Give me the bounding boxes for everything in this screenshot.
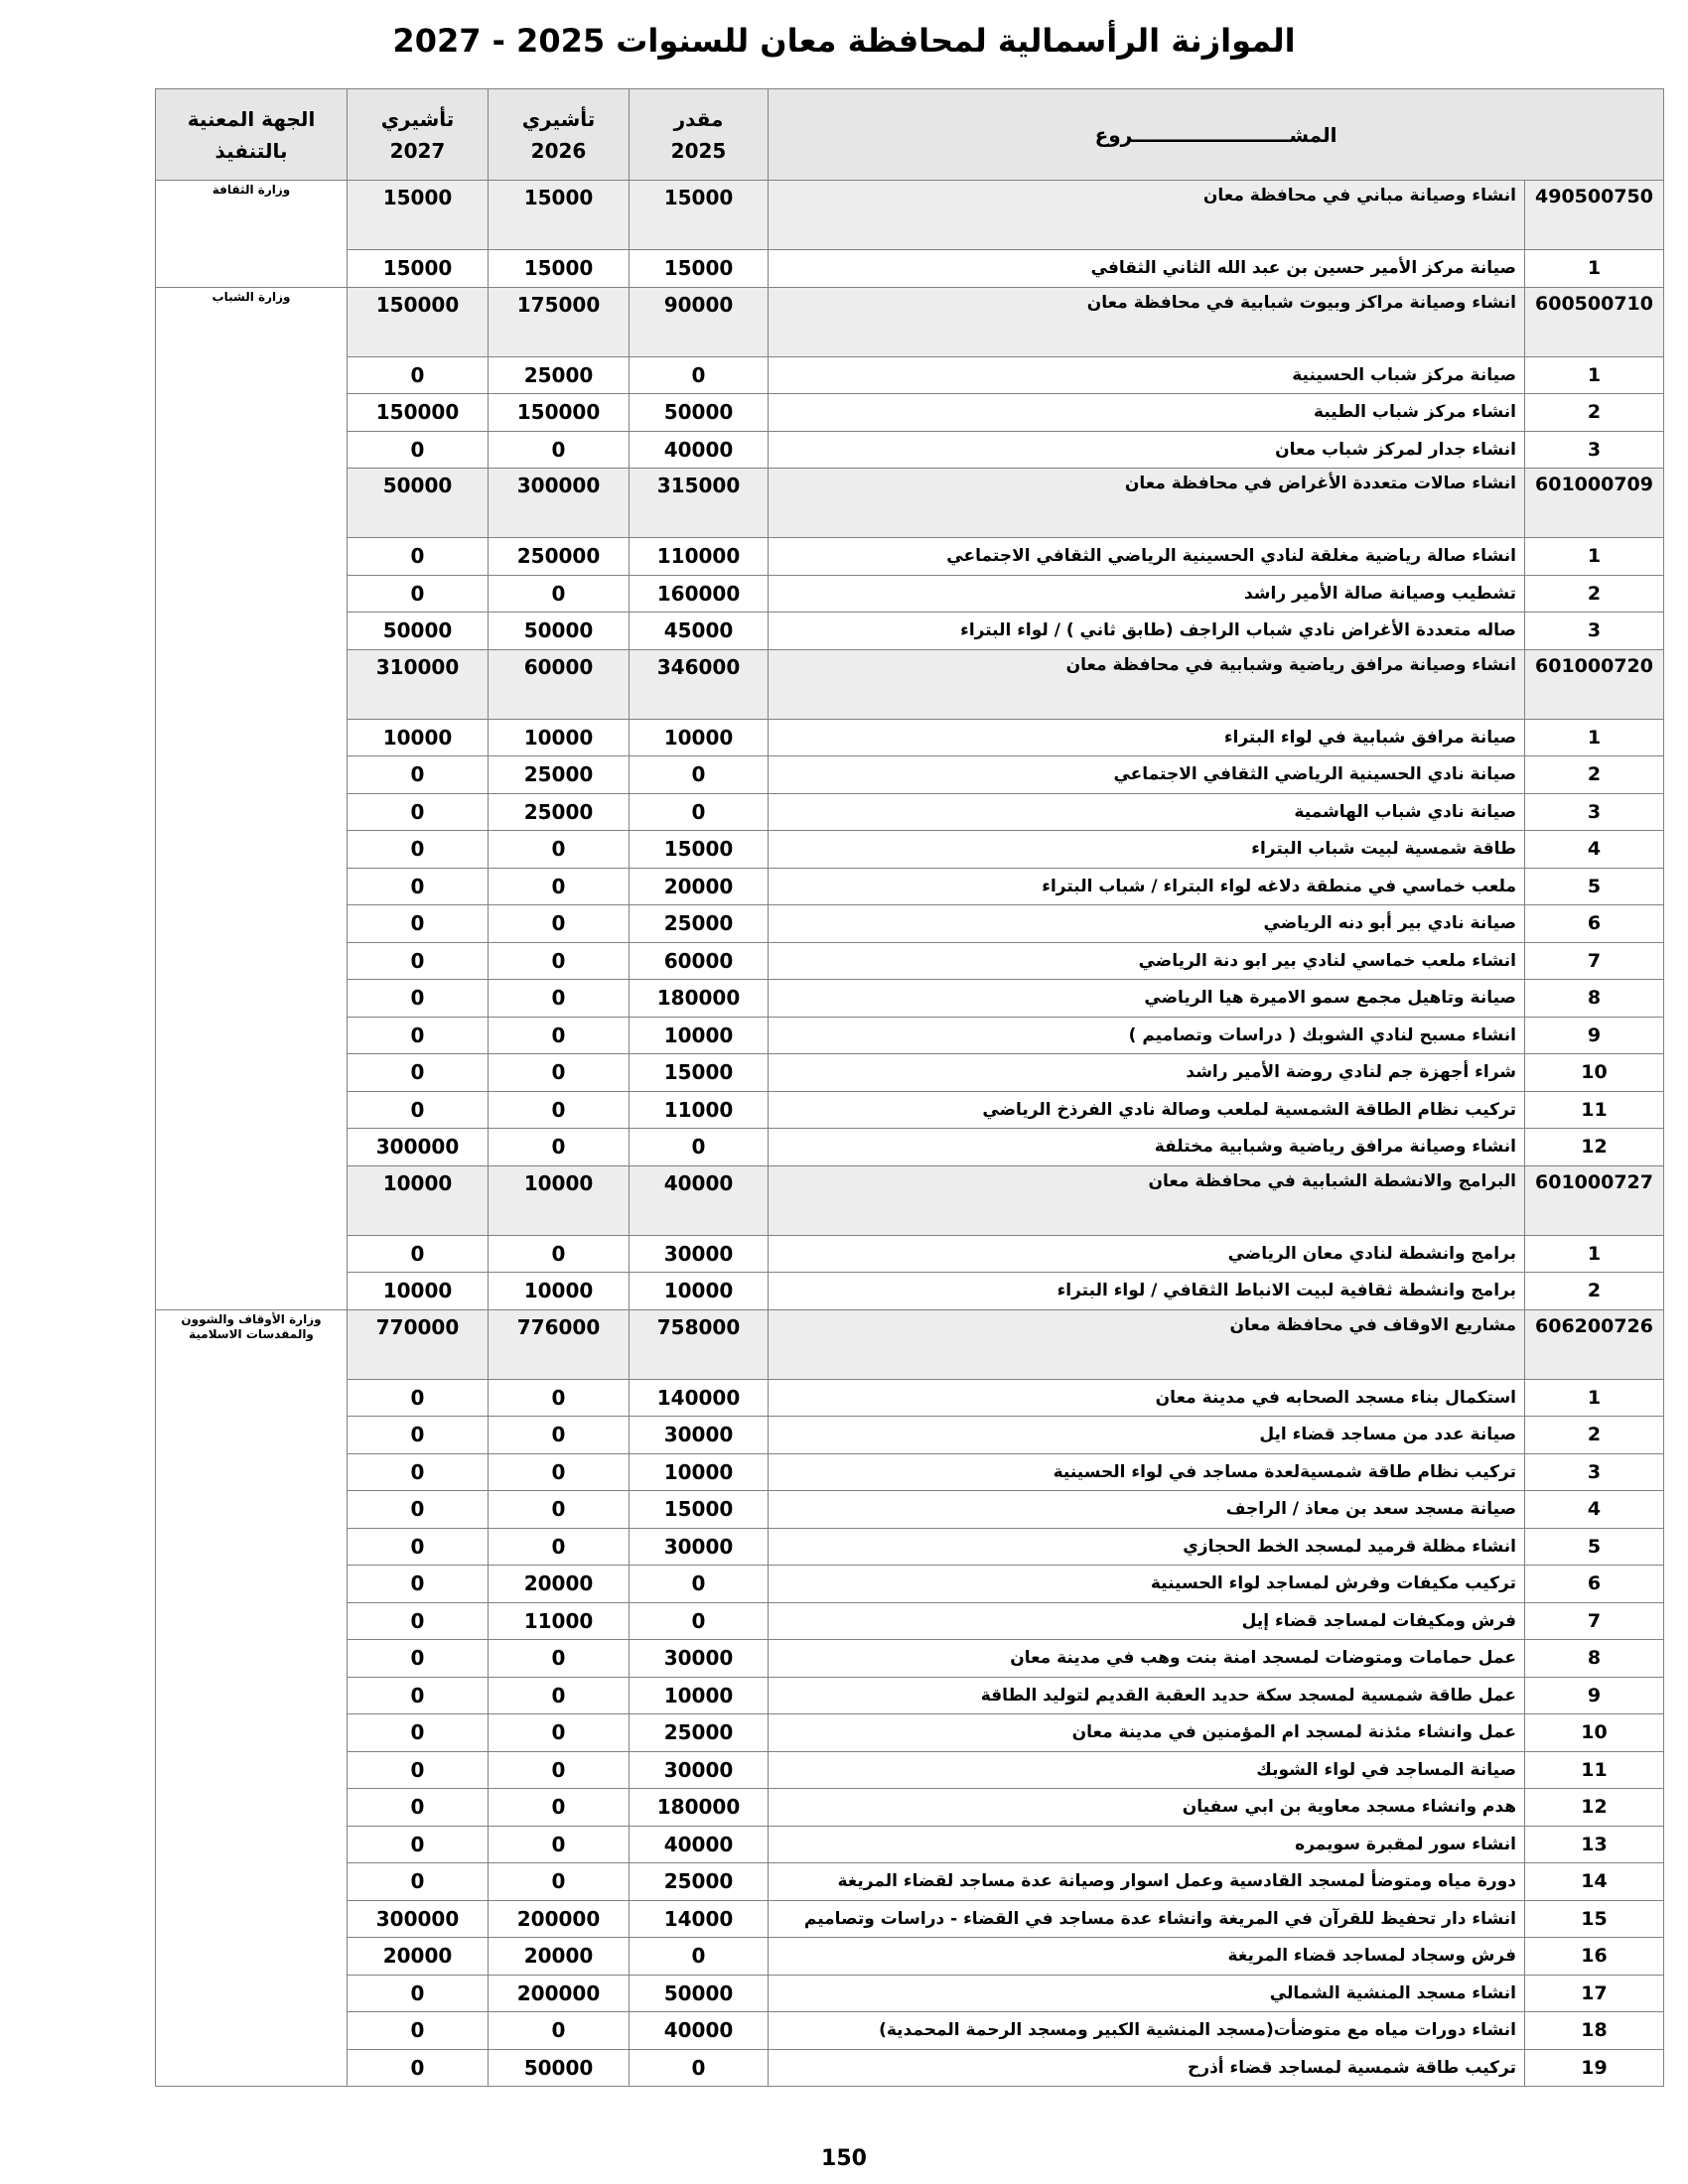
value-2027-cell: 20000 xyxy=(348,1938,489,1976)
value-2025-cell: 15000 xyxy=(630,831,769,869)
item-number-cell: 10 xyxy=(1525,1054,1664,1092)
value-2027-cell: 0 xyxy=(348,831,489,869)
project-item-row xyxy=(156,831,1664,869)
project-name-cell: تركيب طاقة شمسية لمساجد قضاء أذرح xyxy=(769,2049,1525,2087)
value-2027-cell: 0 xyxy=(348,431,489,469)
project-name-cell: صيانة مركز شباب الحسينية xyxy=(769,356,1525,394)
project-item-row xyxy=(156,719,1664,756)
value-2026-cell: 0 xyxy=(489,1491,630,1529)
value-2027-cell: 0 xyxy=(348,538,489,576)
header-2027-label: تأشيري xyxy=(380,106,455,131)
project-name-cell: برامج وانشطة ثقافية لبيت الانباط الثقافي / لواء البتراء xyxy=(769,1273,1525,1310)
page-number: 150 xyxy=(821,2146,867,2171)
value-2027-cell: 300000 xyxy=(348,1900,489,1938)
project-name-cell: صيانة مسجد سعد بن معاذ / الراجف xyxy=(769,1491,1525,1529)
value-2025-cell: 11000 xyxy=(630,1091,769,1129)
project-code-cell: 601000709 xyxy=(1525,469,1664,538)
project-name-cell: هدم وانشاء مسجد معاوية بن ابي سفيان xyxy=(769,1789,1525,1827)
value-2027-cell: 0 xyxy=(348,1602,489,1640)
value-2025-cell: 60000 xyxy=(630,942,769,980)
value-2027-cell: 0 xyxy=(348,2012,489,2050)
value-2026-cell: 0 xyxy=(489,431,630,469)
project-item-row xyxy=(156,1379,1664,1417)
value-2025-cell: 180000 xyxy=(630,980,769,1018)
value-2027-cell: 0 xyxy=(348,1640,489,1678)
value-2025-cell: 20000 xyxy=(630,868,769,905)
value-2025-cell: 140000 xyxy=(630,1379,769,1417)
value-2027-cell: 0 xyxy=(348,1566,489,1603)
project-name-cell: انشاء ملعب خماسي لنادي بير ابو دنة الرياضي xyxy=(769,942,1525,980)
project-group-row xyxy=(156,649,1664,719)
value-2025-cell: 180000 xyxy=(630,1789,769,1827)
item-number-cell: 8 xyxy=(1525,1640,1664,1678)
project-item-row xyxy=(156,431,1664,469)
value-2027-cell: 150000 xyxy=(348,394,489,432)
item-number-cell: 2 xyxy=(1525,575,1664,613)
item-number-cell: 10 xyxy=(1525,1714,1664,1752)
value-2026-cell: 0 xyxy=(489,1453,630,1491)
project-item-row xyxy=(156,1017,1664,1054)
project-item-row xyxy=(156,1863,1664,1901)
value-2027-cell: 0 xyxy=(348,1714,489,1752)
value-2027-cell: 15000 xyxy=(348,250,489,288)
project-name-cell: ملعب خماسي في منطقة دلاغه لواء البتراء / شباب البتراء xyxy=(769,868,1525,905)
value-2025-cell: 15000 xyxy=(630,1491,769,1529)
value-2025-cell: 25000 xyxy=(630,1714,769,1752)
value-2025-cell: 40000 xyxy=(630,2012,769,2050)
value-2025-cell: 30000 xyxy=(630,1528,769,1566)
value-2026-cell: 15000 xyxy=(489,181,630,250)
project-item-row xyxy=(156,1714,1664,1752)
value-2026-cell: 0 xyxy=(489,1826,630,1863)
value-2027-cell: 10000 xyxy=(348,1273,489,1310)
value-2027-cell: 150000 xyxy=(348,287,489,356)
project-item-row xyxy=(156,1129,1664,1166)
item-number-cell: 3 xyxy=(1525,1453,1664,1491)
value-2027-cell: 10000 xyxy=(348,1165,489,1235)
item-number-cell: 7 xyxy=(1525,1602,1664,1640)
project-name-cell: صيانة نادي شباب الهاشمية xyxy=(769,793,1525,831)
value-2026-cell: 50000 xyxy=(489,2049,630,2087)
project-group-row xyxy=(156,1309,1664,1379)
value-2027-cell: 0 xyxy=(348,1863,489,1901)
project-name-cell: تركيب نظام الطاقة الشمسية لملعب وصالة نادي الفرذخ الرياضي xyxy=(769,1091,1525,1129)
value-2025-cell: 0 xyxy=(630,356,769,394)
project-name-cell: صاله متعددة الأغراض نادي شباب الراجف (طابق ثاني ) / لواء البتراء xyxy=(769,613,1525,650)
item-number-cell: 2 xyxy=(1525,394,1664,432)
value-2026-cell: 0 xyxy=(489,1379,630,1417)
value-2025-cell: 0 xyxy=(630,756,769,794)
item-number-cell: 16 xyxy=(1525,1938,1664,1976)
project-name-cell: انشاء مركز شباب الطيبة xyxy=(769,394,1525,432)
item-number-cell: 1 xyxy=(1525,538,1664,576)
value-2026-cell: 0 xyxy=(489,2012,630,2050)
project-item-row xyxy=(156,1602,1664,1640)
project-item-row xyxy=(156,1677,1664,1714)
value-2026-cell: 0 xyxy=(489,980,630,1018)
project-name-cell: انشاء وصيانة مرافق رياضية وشبابية في محافظة معان xyxy=(769,649,1525,719)
project-group-row xyxy=(156,287,1664,356)
item-number-cell: 7 xyxy=(1525,942,1664,980)
project-item-row xyxy=(156,1938,1664,1976)
value-2025-cell: 30000 xyxy=(630,1417,769,1454)
agency-cell: وزارة الشباب xyxy=(156,287,348,1309)
project-item-row xyxy=(156,1975,1664,2012)
project-name-cell: تشطيب وصيانة صالة الأمير راشد xyxy=(769,575,1525,613)
project-item-row xyxy=(156,868,1664,905)
value-2026-cell: 20000 xyxy=(489,1938,630,1976)
value-2025-cell: 0 xyxy=(630,1938,769,1976)
value-2027-cell: 0 xyxy=(348,1751,489,1789)
value-2026-cell: 20000 xyxy=(489,1566,630,1603)
item-number-cell: 1 xyxy=(1525,1235,1664,1273)
project-name-cell: صيانة وتاهيل مجمع سمو الاميرة هيا الرياضي xyxy=(769,980,1525,1018)
project-name-cell: انشاء مظلة قرميد لمسجد الخط الحجازي xyxy=(769,1528,1525,1566)
header-2025-year: 2025 xyxy=(670,138,727,163)
value-2027-cell: 15000 xyxy=(348,181,489,250)
value-2026-cell: 11000 xyxy=(489,1602,630,1640)
value-2026-cell: 60000 xyxy=(489,649,630,719)
value-2027-cell: 0 xyxy=(348,575,489,613)
value-2026-cell: 250000 xyxy=(489,538,630,576)
item-number-cell: 3 xyxy=(1525,793,1664,831)
value-2027-cell: 0 xyxy=(348,2049,489,2087)
project-item-row xyxy=(156,2049,1664,2087)
value-2027-cell: 0 xyxy=(348,756,489,794)
value-2027-cell: 0 xyxy=(348,1417,489,1454)
value-2026-cell: 0 xyxy=(489,1863,630,1901)
value-2026-cell: 175000 xyxy=(489,287,630,356)
value-2025-cell: 25000 xyxy=(630,1863,769,1901)
value-2027-cell: 0 xyxy=(348,980,489,1018)
value-2025-cell: 15000 xyxy=(630,181,769,250)
project-item-row xyxy=(156,1273,1664,1310)
header-agency: الجهة المعنية بالتنفيذ xyxy=(156,89,348,181)
project-name-cell: انشاء وصيانة مرافق رياضية وشبابية مختلفة xyxy=(769,1129,1525,1166)
value-2026-cell: 0 xyxy=(489,831,630,869)
project-name-cell: دورة مياه ومتوضأ لمسجد القادسية وعمل اسوار وصيانة عدة مساجد لقضاء المريغة xyxy=(769,1863,1525,1901)
value-2027-cell: 0 xyxy=(348,1379,489,1417)
project-item-row xyxy=(156,756,1664,794)
value-2027-cell: 0 xyxy=(348,1453,489,1491)
project-name-cell: طاقة شمسية لبيت شباب البتراء xyxy=(769,831,1525,869)
project-item-row xyxy=(156,1054,1664,1092)
value-2025-cell: 10000 xyxy=(630,1677,769,1714)
value-2025-cell: 30000 xyxy=(630,1640,769,1678)
item-number-cell: 14 xyxy=(1525,1863,1664,1901)
value-2026-cell: 10000 xyxy=(489,719,630,756)
value-2026-cell: 300000 xyxy=(489,469,630,538)
page-title: الموازنة الرأسمالية لمحافظة معان للسنوات 2025 - 2027 xyxy=(392,22,1296,60)
header-2027-year: 2027 xyxy=(389,138,446,163)
value-2026-cell: 10000 xyxy=(489,1165,630,1235)
item-number-cell: 18 xyxy=(1525,2012,1664,2050)
value-2026-cell: 25000 xyxy=(489,793,630,831)
project-item-row xyxy=(156,613,1664,650)
project-item-row xyxy=(156,1417,1664,1454)
budget-table xyxy=(155,88,1664,2087)
project-code-cell: 601000727 xyxy=(1525,1165,1664,1235)
value-2025-cell: 40000 xyxy=(630,431,769,469)
value-2026-cell: 15000 xyxy=(489,250,630,288)
project-name-cell: انشاء مسبح لنادي الشوبك ( دراسات وتصاميم ) xyxy=(769,1017,1525,1054)
value-2025-cell: 110000 xyxy=(630,538,769,576)
project-group-row xyxy=(156,469,1664,538)
value-2027-cell: 310000 xyxy=(348,649,489,719)
value-2027-cell: 10000 xyxy=(348,719,489,756)
item-number-cell: 5 xyxy=(1525,868,1664,905)
value-2026-cell: 0 xyxy=(489,1017,630,1054)
item-number-cell: 6 xyxy=(1525,1566,1664,1603)
value-2025-cell: 45000 xyxy=(630,613,769,650)
value-2026-cell: 0 xyxy=(489,1789,630,1827)
project-group-row xyxy=(156,181,1664,250)
value-2027-cell: 0 xyxy=(348,356,489,394)
value-2027-cell: 50000 xyxy=(348,469,489,538)
value-2026-cell: 0 xyxy=(489,1091,630,1129)
project-item-row xyxy=(156,942,1664,980)
item-number-cell: 1 xyxy=(1525,1379,1664,1417)
value-2025-cell: 30000 xyxy=(630,1751,769,1789)
project-name-cell: صيانة مركز الأمير حسين بن عبد الله الثاني الثقافي xyxy=(769,250,1525,288)
value-2026-cell: 150000 xyxy=(489,394,630,432)
header-2026-label: تأشيري xyxy=(521,106,596,131)
project-item-row xyxy=(156,2012,1664,2050)
item-number-cell: 12 xyxy=(1525,1789,1664,1827)
value-2025-cell: 0 xyxy=(630,1602,769,1640)
project-item-row xyxy=(156,1453,1664,1491)
value-2025-cell: 15000 xyxy=(630,1054,769,1092)
project-code-cell: 600500710 xyxy=(1525,287,1664,356)
value-2025-cell: 10000 xyxy=(630,719,769,756)
item-number-cell: 3 xyxy=(1525,431,1664,469)
item-number-cell: 12 xyxy=(1525,1129,1664,1166)
project-name-cell: عمل حمامات ومتوضات لمسجد امنة بنت وهب في مدينة معان xyxy=(769,1640,1525,1678)
project-name-cell: البرامج والانشطة الشبابية في محافظة معان xyxy=(769,1165,1525,1235)
value-2025-cell: 0 xyxy=(630,1129,769,1166)
value-2027-cell: 0 xyxy=(348,1789,489,1827)
item-number-cell: 19 xyxy=(1525,2049,1664,2087)
project-item-row xyxy=(156,1789,1664,1827)
value-2027-cell: 0 xyxy=(348,868,489,905)
project-name-cell: فرش وسجاد لمساجد قضاء المريغة xyxy=(769,1938,1525,1976)
project-item-row xyxy=(156,250,1664,288)
value-2025-cell: 10000 xyxy=(630,1273,769,1310)
value-2027-cell: 0 xyxy=(348,1528,489,1566)
value-2027-cell: 0 xyxy=(348,1975,489,2012)
value-2026-cell: 0 xyxy=(489,1677,630,1714)
project-item-row xyxy=(156,1528,1664,1566)
project-code-cell: 606200726 xyxy=(1525,1309,1664,1379)
item-number-cell: 5 xyxy=(1525,1528,1664,1566)
project-name-cell: انشاء مسجد المنشية الشمالي xyxy=(769,1975,1525,2012)
project-name-cell: انشاء دار تحفيظ للقرآن في المريغة وانشاء عدة مساجد في القضاء - دراسات وتصاميم xyxy=(769,1900,1525,1938)
value-2027-cell: 0 xyxy=(348,1491,489,1529)
value-2026-cell: 776000 xyxy=(489,1309,630,1379)
value-2027-cell: 0 xyxy=(348,1054,489,1092)
header-project: المشـــــــــــــــــــــــروع xyxy=(769,89,1664,181)
project-item-row xyxy=(156,1640,1664,1678)
value-2027-cell: 0 xyxy=(348,1677,489,1714)
project-item-row xyxy=(156,793,1664,831)
value-2025-cell: 50000 xyxy=(630,1975,769,2012)
project-item-row xyxy=(156,905,1664,943)
project-name-cell: انشاء سور لمقبرة سويمره xyxy=(769,1826,1525,1863)
value-2025-cell: 90000 xyxy=(630,287,769,356)
project-name-cell: تركيب نظام طاقة شمسيةلعدة مساجد في لواء الحسينية xyxy=(769,1453,1525,1491)
project-item-row xyxy=(156,1235,1664,1273)
project-name-cell: تركيب مكيفات وفرش لمساجد لواء الحسينية xyxy=(769,1566,1525,1603)
value-2027-cell: 0 xyxy=(348,793,489,831)
item-number-cell: 17 xyxy=(1525,1975,1664,2012)
value-2025-cell: 346000 xyxy=(630,649,769,719)
value-2026-cell: 200000 xyxy=(489,1900,630,1938)
project-item-row xyxy=(156,1826,1664,1863)
project-group-row xyxy=(156,1165,1664,1235)
item-number-cell: 3 xyxy=(1525,613,1664,650)
value-2026-cell: 0 xyxy=(489,1528,630,1566)
value-2026-cell: 0 xyxy=(489,1640,630,1678)
value-2025-cell: 50000 xyxy=(630,394,769,432)
value-2025-cell: 30000 xyxy=(630,1235,769,1273)
project-name-cell: انشاء وصيانة مراكز وبيوت شبابية في محافظة معان xyxy=(769,287,1525,356)
project-name-cell: صيانة المساجد في لواء الشوبك xyxy=(769,1751,1525,1789)
value-2025-cell: 315000 xyxy=(630,469,769,538)
item-number-cell: 1 xyxy=(1525,719,1664,756)
project-item-row xyxy=(156,1900,1664,1938)
project-name-cell: صيانة نادي الحسينية الرياضي الثقافي الاجتماعي xyxy=(769,756,1525,794)
value-2026-cell: 0 xyxy=(489,905,630,943)
project-name-cell: مشاريع الاوقاف في محافظة معان xyxy=(769,1309,1525,1379)
item-number-cell: 11 xyxy=(1525,1751,1664,1789)
value-2025-cell: 25000 xyxy=(630,905,769,943)
project-name-cell: صيانة عدد من مساجد قضاء ايل xyxy=(769,1417,1525,1454)
project-name-cell: انشاء صالة رياضية مغلقة لنادي الحسينية الرياضي الثقافي الاجتماعي xyxy=(769,538,1525,576)
value-2027-cell: 50000 xyxy=(348,613,489,650)
project-item-row xyxy=(156,1491,1664,1529)
project-code-cell: 490500750 xyxy=(1525,181,1664,250)
value-2027-cell: 0 xyxy=(348,942,489,980)
agency-cell: وزارة الأوقاف والشوون والمقدسات الاسلامية xyxy=(156,1309,348,2087)
project-name-cell: صيانة نادي بير أبو دنه الرياضي xyxy=(769,905,1525,943)
project-item-row xyxy=(156,1751,1664,1789)
project-name-cell: صيانة مرافق شبابية في لواء البتراء xyxy=(769,719,1525,756)
project-item-row xyxy=(156,394,1664,432)
project-name-cell: استكمال بناء مسجد الصحابه في مدينة معان xyxy=(769,1379,1525,1417)
project-name-cell: فرش ومكيفات لمساجد قضاء إيل xyxy=(769,1602,1525,1640)
value-2026-cell: 0 xyxy=(489,575,630,613)
project-item-row xyxy=(156,1091,1664,1129)
item-number-cell: 8 xyxy=(1525,980,1664,1018)
value-2025-cell: 160000 xyxy=(630,575,769,613)
value-2026-cell: 50000 xyxy=(489,613,630,650)
value-2025-cell: 40000 xyxy=(630,1826,769,1863)
header-row xyxy=(156,89,1664,181)
value-2027-cell: 0 xyxy=(348,905,489,943)
item-number-cell: 15 xyxy=(1525,1900,1664,1938)
item-number-cell: 4 xyxy=(1525,831,1664,869)
value-2027-cell: 0 xyxy=(348,1826,489,1863)
header-2026 xyxy=(489,89,630,181)
project-item-row xyxy=(156,1566,1664,1603)
item-number-cell: 2 xyxy=(1525,1273,1664,1310)
header-2027 xyxy=(348,89,489,181)
project-name-cell: انشاء جدار لمركز شباب معان xyxy=(769,431,1525,469)
value-2026-cell: 0 xyxy=(489,942,630,980)
item-number-cell: 1 xyxy=(1525,356,1664,394)
value-2026-cell: 0 xyxy=(489,1714,630,1752)
item-number-cell: 13 xyxy=(1525,1826,1664,1863)
item-number-cell: 9 xyxy=(1525,1677,1664,1714)
item-number-cell: 2 xyxy=(1525,1417,1664,1454)
header-2025-label: مقدر xyxy=(673,106,724,131)
value-2027-cell: 0 xyxy=(348,1235,489,1273)
agency-cell: وزارة الثقافة xyxy=(156,181,348,288)
project-name-cell: انشاء دورات مياه مع متوضأت(مسجد المنشية الكبير ومسجد الرحمة المحمدية) xyxy=(769,2012,1525,2050)
value-2027-cell: 300000 xyxy=(348,1129,489,1166)
value-2025-cell: 15000 xyxy=(630,250,769,288)
item-number-cell: 1 xyxy=(1525,250,1664,288)
value-2025-cell: 0 xyxy=(630,2049,769,2087)
value-2026-cell: 0 xyxy=(489,1129,630,1166)
project-item-row xyxy=(156,538,1664,576)
item-number-cell: 11 xyxy=(1525,1091,1664,1129)
project-name-cell: انشاء صالات متعددة الأغراض في محافظة معان xyxy=(769,469,1525,538)
project-item-row xyxy=(156,356,1664,394)
value-2026-cell: 0 xyxy=(489,868,630,905)
value-2026-cell: 10000 xyxy=(489,1273,630,1310)
value-2025-cell: 0 xyxy=(630,1566,769,1603)
value-2027-cell: 770000 xyxy=(348,1309,489,1379)
value-2026-cell: 0 xyxy=(489,1235,630,1273)
table-body xyxy=(156,181,1664,2087)
project-code-cell: 601000720 xyxy=(1525,649,1664,719)
header-2025 xyxy=(630,89,769,181)
project-name-cell: شراء أجهزة جم لنادي روضة الأمير راشد xyxy=(769,1054,1525,1092)
value-2026-cell: 25000 xyxy=(489,756,630,794)
value-2025-cell: 40000 xyxy=(630,1165,769,1235)
project-item-row xyxy=(156,980,1664,1018)
value-2027-cell: 0 xyxy=(348,1017,489,1054)
value-2025-cell: 14000 xyxy=(630,1900,769,1938)
value-2026-cell: 0 xyxy=(489,1054,630,1092)
project-name-cell: برامج وانشطة لنادي معان الرياضي xyxy=(769,1235,1525,1273)
project-item-row xyxy=(156,575,1664,613)
value-2025-cell: 10000 xyxy=(630,1017,769,1054)
project-name-cell: عمل طاقة شمسية لمسجد سكة حديد العقبة القديم لتوليد الطاقة xyxy=(769,1677,1525,1714)
value-2026-cell: 0 xyxy=(489,1417,630,1454)
project-name-cell: عمل وانشاء مئذنة لمسجد ام المؤمنين في مدينة معان xyxy=(769,1714,1525,1752)
value-2026-cell: 200000 xyxy=(489,1975,630,2012)
value-2025-cell: 758000 xyxy=(630,1309,769,1379)
value-2026-cell: 0 xyxy=(489,1751,630,1789)
item-number-cell: 9 xyxy=(1525,1017,1664,1054)
value-2025-cell: 0 xyxy=(630,793,769,831)
value-2027-cell: 0 xyxy=(348,1091,489,1129)
value-2025-cell: 10000 xyxy=(630,1453,769,1491)
item-number-cell: 4 xyxy=(1525,1491,1664,1529)
project-name-cell: انشاء وصيانة مباني في محافظة معان xyxy=(769,181,1525,250)
item-number-cell: 2 xyxy=(1525,756,1664,794)
value-2026-cell: 25000 xyxy=(489,356,630,394)
header-2026-year: 2026 xyxy=(530,138,587,163)
item-number-cell: 6 xyxy=(1525,905,1664,943)
